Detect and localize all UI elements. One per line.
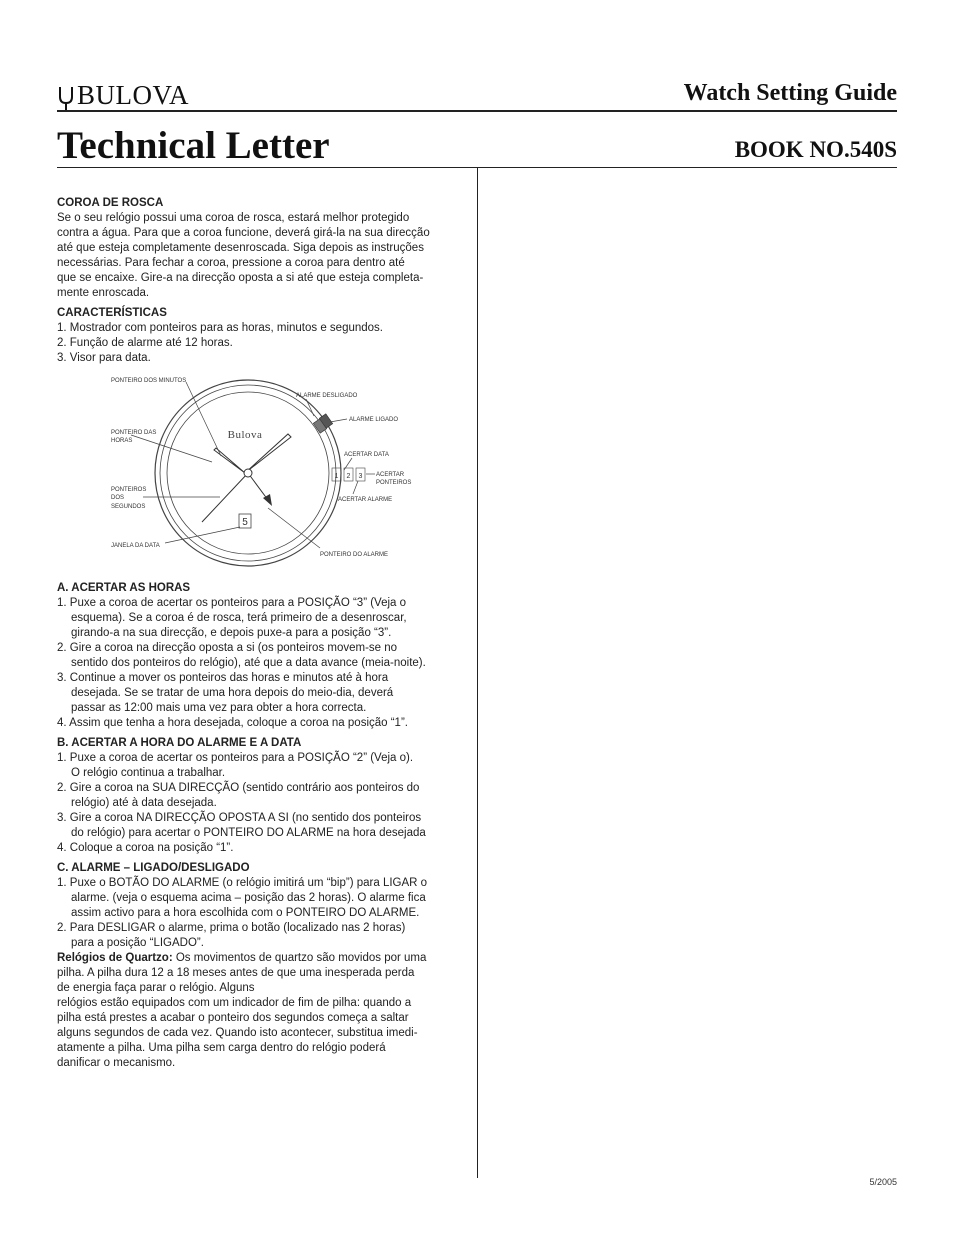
intro-block (57, 196, 469, 366)
label-set-hands: PONTEIROS (376, 480, 412, 486)
coroa-line: Se o seu relógio possui uma coroa de rosca, estará melhor protegido (57, 212, 410, 224)
column-divider (477, 168, 478, 1178)
coroa-line: contra a água. Para que a coroa funcione, deverá girá-la na sua direcção (57, 227, 430, 239)
feature-item: 1. Mostrador com ponteiros para as horas, minutos e segundos. (57, 322, 384, 334)
header-rule-top (57, 110, 897, 112)
guide-title: Watch Setting Guide (683, 80, 897, 106)
position-label: 2 (346, 473, 351, 480)
position-label: 1 (334, 473, 339, 480)
list-item: 1. Puxe a coroa de acertar os ponteiros para a POSIÇÃO “3” (Veja o esquema). Se a coroa é de rosca, terá primeiro de a desenroscar, girando-a na sua direcção, e depois puxe-a para a posição “3”. (57, 597, 407, 639)
label-alarm-on: ALARME LIGADO (349, 417, 399, 423)
heading-a: A. ACERTAR AS HORAS (57, 582, 191, 594)
coroa-line: até que esteja completamente desenroscada. Siga depois as instruções (57, 242, 424, 254)
label-alarm-hand: PONTEIRO DO ALARME (320, 552, 389, 558)
list-c (57, 876, 469, 951)
label-set-hands: ACERTAR (376, 472, 405, 478)
coroa-line: que se encaixe. Gire-a na direcção oposta a si até que esteja completa- (57, 272, 424, 284)
date-window-value: 5 (242, 517, 248, 528)
feature-item: 3. Visor para data. (57, 352, 151, 364)
label-set-date: ACERTAR DATA (344, 452, 389, 458)
book-number: BOOK NO.540S (734, 137, 897, 162)
list-item: 3. Continue a mover os ponteiros das horas e minutos até à hora desejada. Se se tratar de uma hora depois do meio-dia, deverá passar as 12:00 mais uma vez para obter a hora correcta. (57, 672, 394, 714)
coroa-line: necessárias. Para fechar a coroa, pressione a coroa para dentro até (57, 257, 405, 269)
list-item: 2. Gire a coroa na SUA DIRECÇÃO (sentido contrário aos ponteiros do relógio) até à data desejada. (57, 782, 420, 809)
list-b (57, 751, 469, 856)
brand-name: BULOVA (77, 80, 190, 110)
heading-caracteristicas: CARACTERÍSTICAS (57, 307, 167, 319)
list-item: 1. Puxe o BOTÃO DO ALARME (o relógio imitirá um “bip”) para LIGAR o alarme. (veja o esquema acima – posição das 2 horas). O alarme fica assim activo para a hora escolhida com o PONTEIRO DO ALARME. (57, 877, 428, 919)
hands-center (244, 469, 252, 477)
quartz-paragraph: Relógios de Quartzo: Os movimentos de quartzo são movidos por uma pilha. A pilha dura 12 a 18 meses antes de que uma inesperada perda de energia faça parar o relógio. Alguns relógios estão equipados com um indicador de fim de pilha: quando a pilha está prestes a acabar o ponteiro dos segundos começa a saltar alguns segundos de cada vez. Quando isto acontecer, substitua imedi- atamente a pilha. Uma pilha sem carga dentro do relógio poderá danificar o mecanismo. (57, 952, 427, 1069)
heading-coroa: COROA DE ROSCA (57, 197, 164, 209)
list-item: 1. Puxe a coroa de acertar os ponteiros para a POSIÇÃO “2” (Veja o). O relógio continua a trabalhar. (57, 752, 414, 779)
label-set-alarm: ACERTAR ALARME (338, 497, 393, 503)
alarm-button-icon (313, 414, 332, 433)
label-hour-hand: PONTEIRO DAS (111, 430, 157, 436)
label-hour-hand: HORAS (111, 438, 133, 444)
bulova-logo (57, 80, 189, 111)
label-date-window: JANELA DA DATA (111, 543, 160, 549)
label-alarm-off: ALARME DESLIGADO (296, 393, 358, 399)
label-minute-hand: PONTEIRO DOS MINUTOS (111, 378, 187, 384)
list-item: 2. Para DESLIGAR o alarme, prima o botão (localizado nas 2 horas) para a posição “LIGADO”. (57, 922, 406, 949)
quartz-lead: Relógios de Quartzo: (57, 952, 173, 964)
page-title: Technical Letter (57, 124, 330, 167)
feature-item: 2. Função de alarme até 12 horas. (57, 337, 233, 349)
coroa-line: mente enroscada. (57, 287, 150, 299)
label-second-hand: DOS (111, 495, 125, 501)
watch-diagram (100, 370, 430, 570)
label-second-hand: PONTEIROS (111, 487, 147, 493)
label-second-hand: SEGUNDOS (111, 504, 146, 510)
heading-c: C. ALARME – LIGADO/DESLIGADO (57, 862, 250, 874)
dial-brand: Bulova (227, 429, 263, 441)
list-item: 3. Gire a coroa NA DIRECÇÃO OPOSTA A SI (no sentido dos ponteiros do relógio) para acertar o PONTEIRO DO ALARME na hora desejada (57, 812, 426, 839)
tuning-fork-icon (57, 85, 75, 111)
list-item: 4. Assim que tenha a hora desejada, coloque a coroa na posição “1”. (57, 717, 408, 729)
position-label: 3 (358, 473, 363, 480)
alarm-hand (248, 473, 272, 506)
footer-date: 5/2005 (869, 1177, 897, 1187)
list-item: 2. Gire a coroa na direcção oposta a si (os ponteiros movem-se no sentido dos ponteiros do relógio), até que a data avance (meia-noite). (57, 642, 426, 669)
list-a (57, 596, 469, 731)
list-item: 4. Coloque a coroa na posição “1”. (57, 842, 234, 854)
heading-b: B. ACERTAR A HORA DO ALARME E A DATA (57, 737, 302, 749)
instructions-block (57, 581, 469, 1071)
